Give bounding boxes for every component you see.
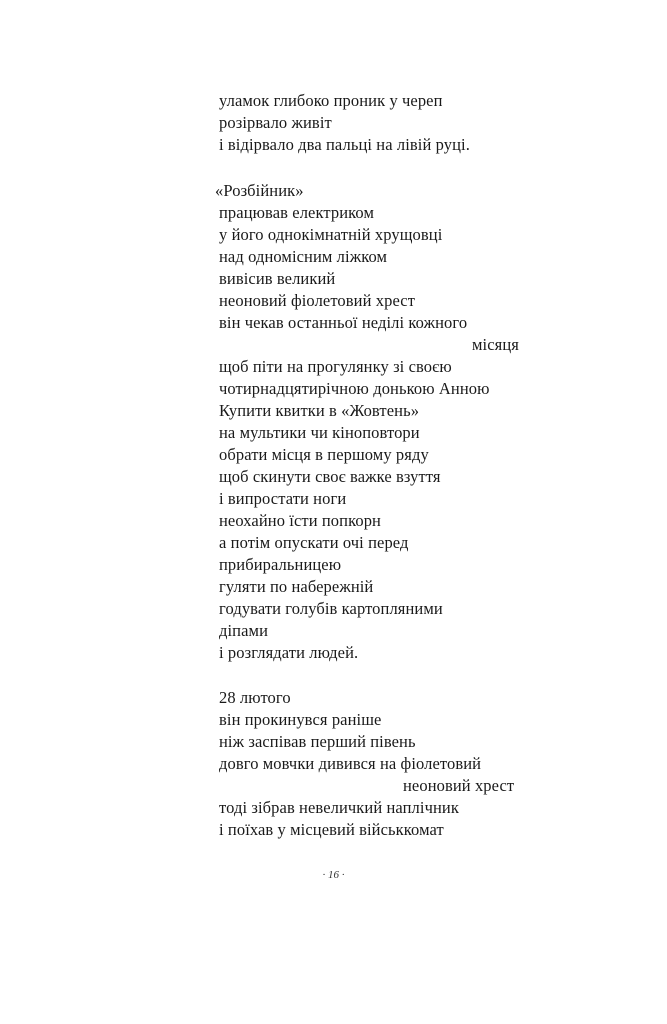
poem-line: довго мовчки дивився на фіолетовий	[219, 754, 482, 773]
poem-line: щоб піти на прогулянку зі своєю	[219, 357, 452, 376]
poem-line: 28 лютого	[219, 688, 291, 707]
poem-line: обрати місця в першому ряду	[219, 445, 429, 464]
poem-line: гуляти по набережній	[219, 577, 374, 596]
poem-line: і випростати ноги	[219, 489, 347, 508]
page-number: · 16 ·	[322, 869, 345, 881]
poem-line: неохайно їсти попкорн	[219, 511, 381, 530]
poem-line: Купити квитки в «Жовтень»	[219, 401, 420, 420]
poem-line: він прокинувся раніше	[219, 710, 382, 729]
poem-line: уламок глибоко проник у череп	[219, 91, 443, 110]
poem-line: працював електриком	[219, 203, 375, 222]
poem-line: у його однокімнатній хрущовці	[219, 225, 443, 244]
poem-line: ніж заспівав перший півень	[219, 732, 416, 751]
poem-line: чотирнадцятирічною донькою Анною	[219, 379, 490, 398]
poem-line: «Розбійник»	[215, 181, 304, 200]
poem-line: розірвало живіт	[219, 113, 332, 132]
poem-line: щоб скинути своє важке взуття	[219, 467, 441, 486]
poem-line: вивісив великий	[219, 269, 336, 288]
poem-line: а потім опускати очі перед	[219, 533, 409, 552]
poem-line: неоновий фіолетовий хрест	[219, 291, 416, 310]
poem-line: місяця	[472, 335, 519, 354]
poem-line: над одномісним ліжком	[219, 247, 388, 266]
poem-line: і розглядати людей.	[219, 643, 359, 662]
poem-line: неоновий хрест	[403, 776, 515, 795]
poem-line: і відірвало два пальці на лівій руці.	[219, 135, 470, 154]
poem-line: і поїхав у місцевий військкомат	[219, 820, 444, 839]
poem-line: він чекав останньої неділі кожного	[219, 313, 468, 332]
poem-line: прибиральницею	[219, 555, 342, 574]
poem-line: тоді зібрав невеличкий наплічник	[219, 798, 459, 817]
poem-line: годувати голубів картопляними	[219, 599, 443, 618]
poem-line: на мультики чи кіноповтори	[219, 423, 420, 442]
poem-line: діпами	[219, 621, 269, 640]
